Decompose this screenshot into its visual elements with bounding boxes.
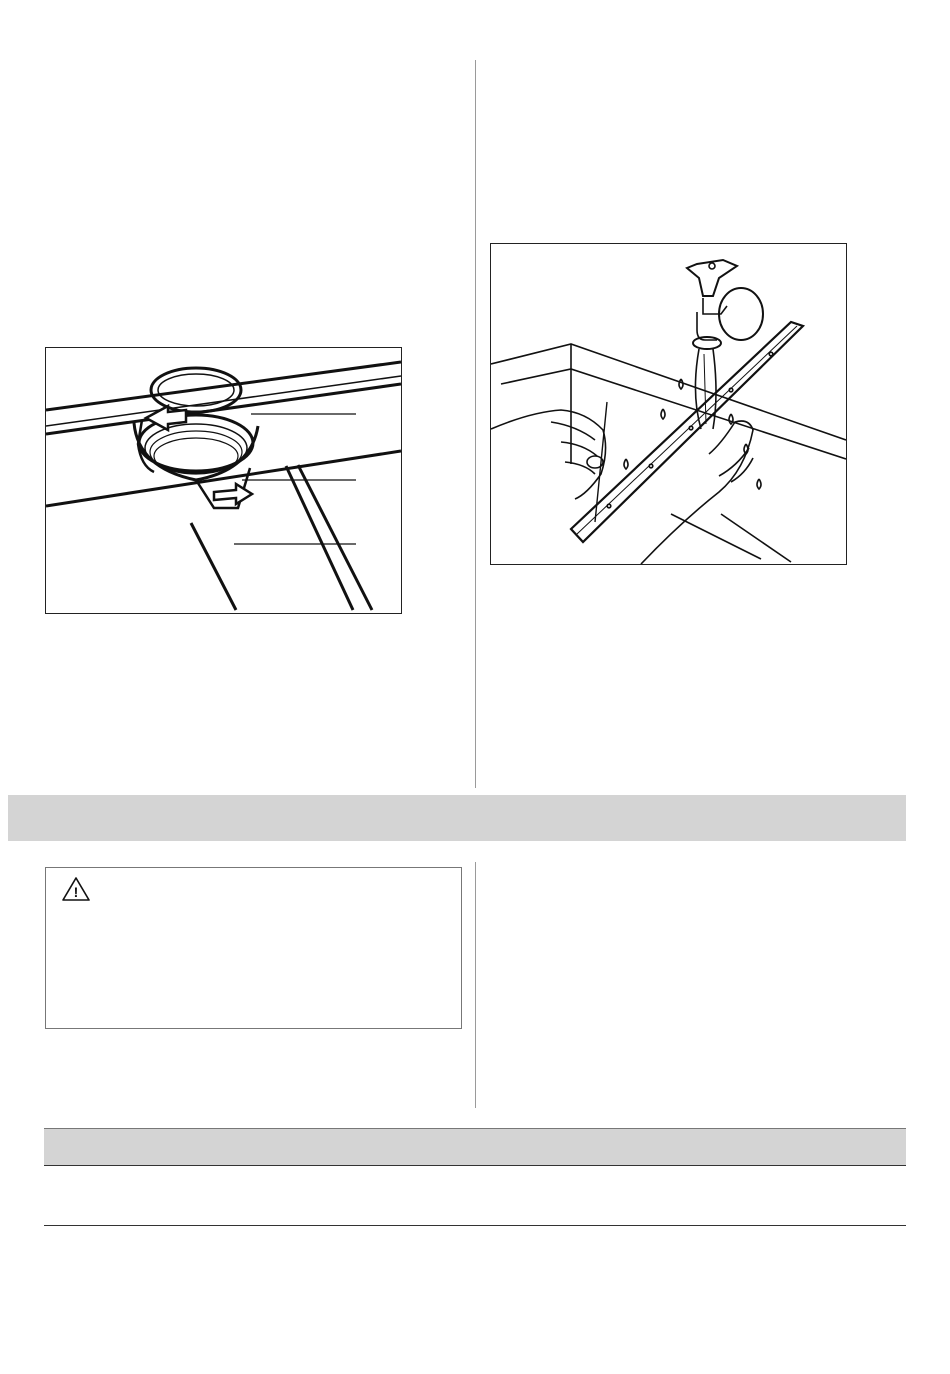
warning-symbol: ! [73, 884, 79, 900]
rinse-spray-arm-illustration [491, 244, 846, 564]
spray-arm-bearing-figure [45, 347, 402, 614]
rinse-spray-arm-figure [490, 243, 847, 565]
table-bottom-rule [44, 1225, 906, 1226]
warning-triangle-icon [61, 876, 91, 907]
column-divider-top [475, 60, 476, 788]
section-header-banner [8, 795, 906, 841]
table-row [44, 1166, 906, 1224]
table-header [44, 1128, 906, 1166]
column-divider-middle [475, 862, 476, 1108]
warning-box [45, 867, 462, 1029]
spray-arm-bearing-illustration [46, 348, 401, 613]
